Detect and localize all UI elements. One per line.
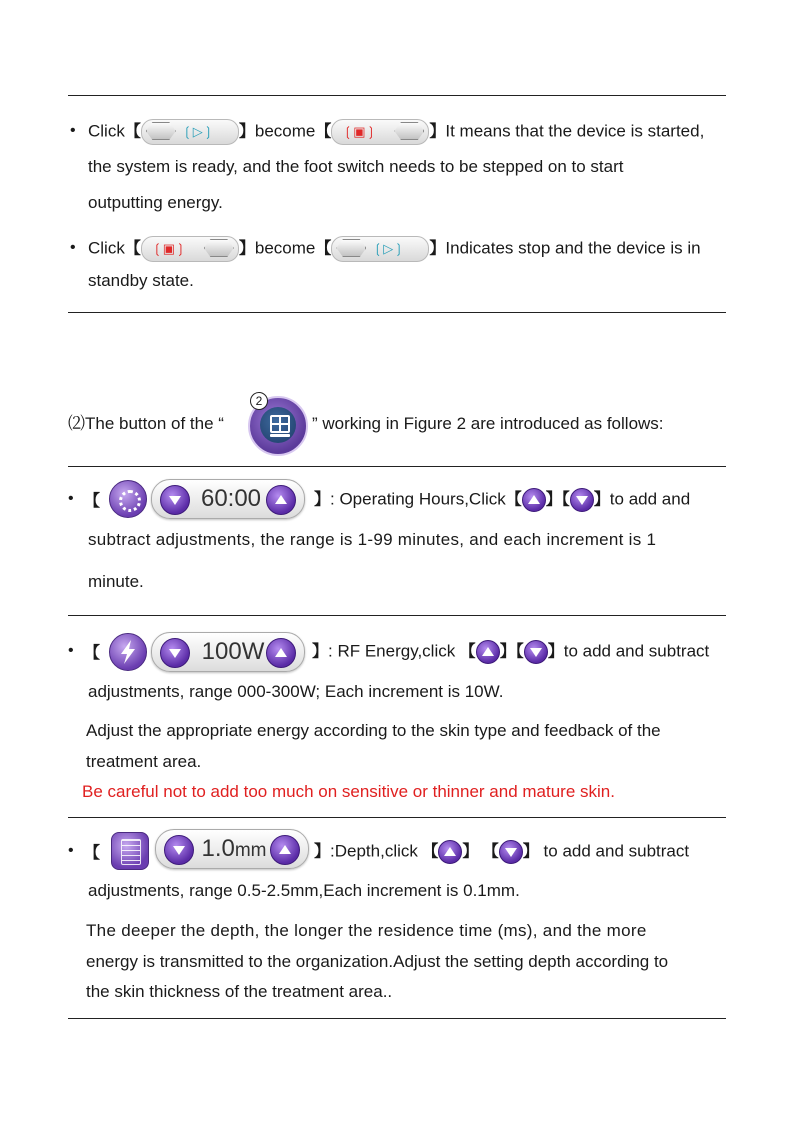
start-toggle-off[interactable]: [141, 119, 239, 145]
section-heading: ⑵The button of the “: [68, 414, 224, 433]
down-arrow-icon: [167, 645, 183, 661]
play-icon: ❲▷❳: [181, 124, 214, 139]
figure-number-badge: 2: [250, 392, 268, 410]
time-value: 60:00: [200, 485, 262, 512]
text-line: the system is ready, and the foot switch needs to be stepped on to start: [88, 157, 624, 176]
up-arrow-icon[interactable]: [476, 640, 500, 664]
divider: [68, 615, 726, 616]
divider: [68, 1018, 726, 1019]
text-line: adjustments, range 0.5-2.5mm,Each increment is 0.1mm.: [88, 881, 520, 900]
start-line: Click【 ❲▷❳ 】become【 ❲▣❳ 】It means that the device is started,: [88, 119, 704, 145]
divider: [68, 817, 726, 818]
energy-down-button[interactable]: [160, 638, 190, 668]
depth-value: 1.0mm: [201, 835, 267, 862]
bullet: •: [70, 239, 76, 256]
time-desc: 】: Operating Hours,Click【 】【 】to add and: [314, 488, 690, 512]
energy-desc: 】: RF Energy,click 【 】【 】to add and subtract: [312, 640, 709, 664]
bullet: •: [68, 642, 74, 659]
stop-line: Click【 ❲▣❳ 】become【 ❲▷❳ 】Indicates stop and the device is in: [88, 236, 701, 262]
bullet: •: [70, 122, 76, 139]
text-line: subtract adjustments, the range is 1-99 minutes, and each increment is 1: [88, 530, 657, 549]
stop-icon: ❲▣❳: [342, 124, 377, 139]
time-up-button[interactable]: [266, 485, 296, 515]
stop-toggle-off[interactable]: [331, 236, 429, 262]
text-line: minute.: [88, 572, 144, 591]
depth-icon: [111, 832, 149, 870]
warning-text: Be careful not to add too much on sensitive or thinner and mature skin.: [82, 782, 615, 801]
time-control: [151, 479, 305, 519]
divider: [68, 466, 726, 467]
down-arrow-icon[interactable]: [524, 640, 548, 664]
depth-up-button[interactable]: [270, 835, 300, 865]
bullet: •: [68, 842, 74, 859]
play-icon: ❲▷❳: [372, 241, 405, 256]
energy-up-button[interactable]: [266, 638, 296, 668]
text-line: energy is transmitted to the organization.Adjust the setting depth according to: [86, 952, 669, 971]
up-arrow-icon: [273, 645, 289, 661]
time-down-button[interactable]: [160, 485, 190, 515]
down-arrow-icon[interactable]: [499, 840, 523, 864]
up-arrow-icon[interactable]: [438, 840, 462, 864]
text-line: adjustments, range 000-300W; Each increment is 10W.: [88, 682, 504, 701]
down-arrow-icon[interactable]: [570, 488, 594, 512]
up-arrow-icon: [273, 492, 289, 508]
depth-control: [155, 829, 309, 869]
up-arrow-icon[interactable]: [522, 488, 546, 512]
lightning-icon: [109, 633, 147, 671]
energy-control: [151, 632, 305, 672]
text-line: treatment area.: [86, 752, 202, 771]
stop-toggle-on[interactable]: [141, 236, 239, 262]
down-arrow-icon: [167, 492, 183, 508]
depth-desc: 】:Depth,click 【 】 【 】 to add and subtract: [314, 840, 689, 864]
text-line: standby state.: [88, 271, 194, 290]
depth-down-button[interactable]: [164, 835, 194, 865]
text-line: outputting energy.: [88, 193, 223, 212]
timer-icon: [109, 480, 147, 518]
text-line: The deeper the depth, the longer the residence time (ms), and the more: [86, 921, 647, 940]
divider: [68, 312, 726, 313]
text-line: Adjust the appropriate energy according to the skin type and feedback of the: [86, 721, 661, 740]
divider: [68, 95, 726, 96]
start-toggle-on[interactable]: [331, 119, 429, 145]
section-heading-tail: ” working in Figure 2 are introduced as follows:: [312, 414, 664, 433]
bullet: •: [68, 490, 74, 507]
up-arrow-icon: [277, 842, 293, 858]
down-arrow-icon: [171, 842, 187, 858]
text-line: the skin thickness of the treatment area..: [86, 982, 393, 1001]
stop-icon: ❲▣❳: [151, 241, 186, 256]
energy-value: 100W: [201, 638, 265, 665]
